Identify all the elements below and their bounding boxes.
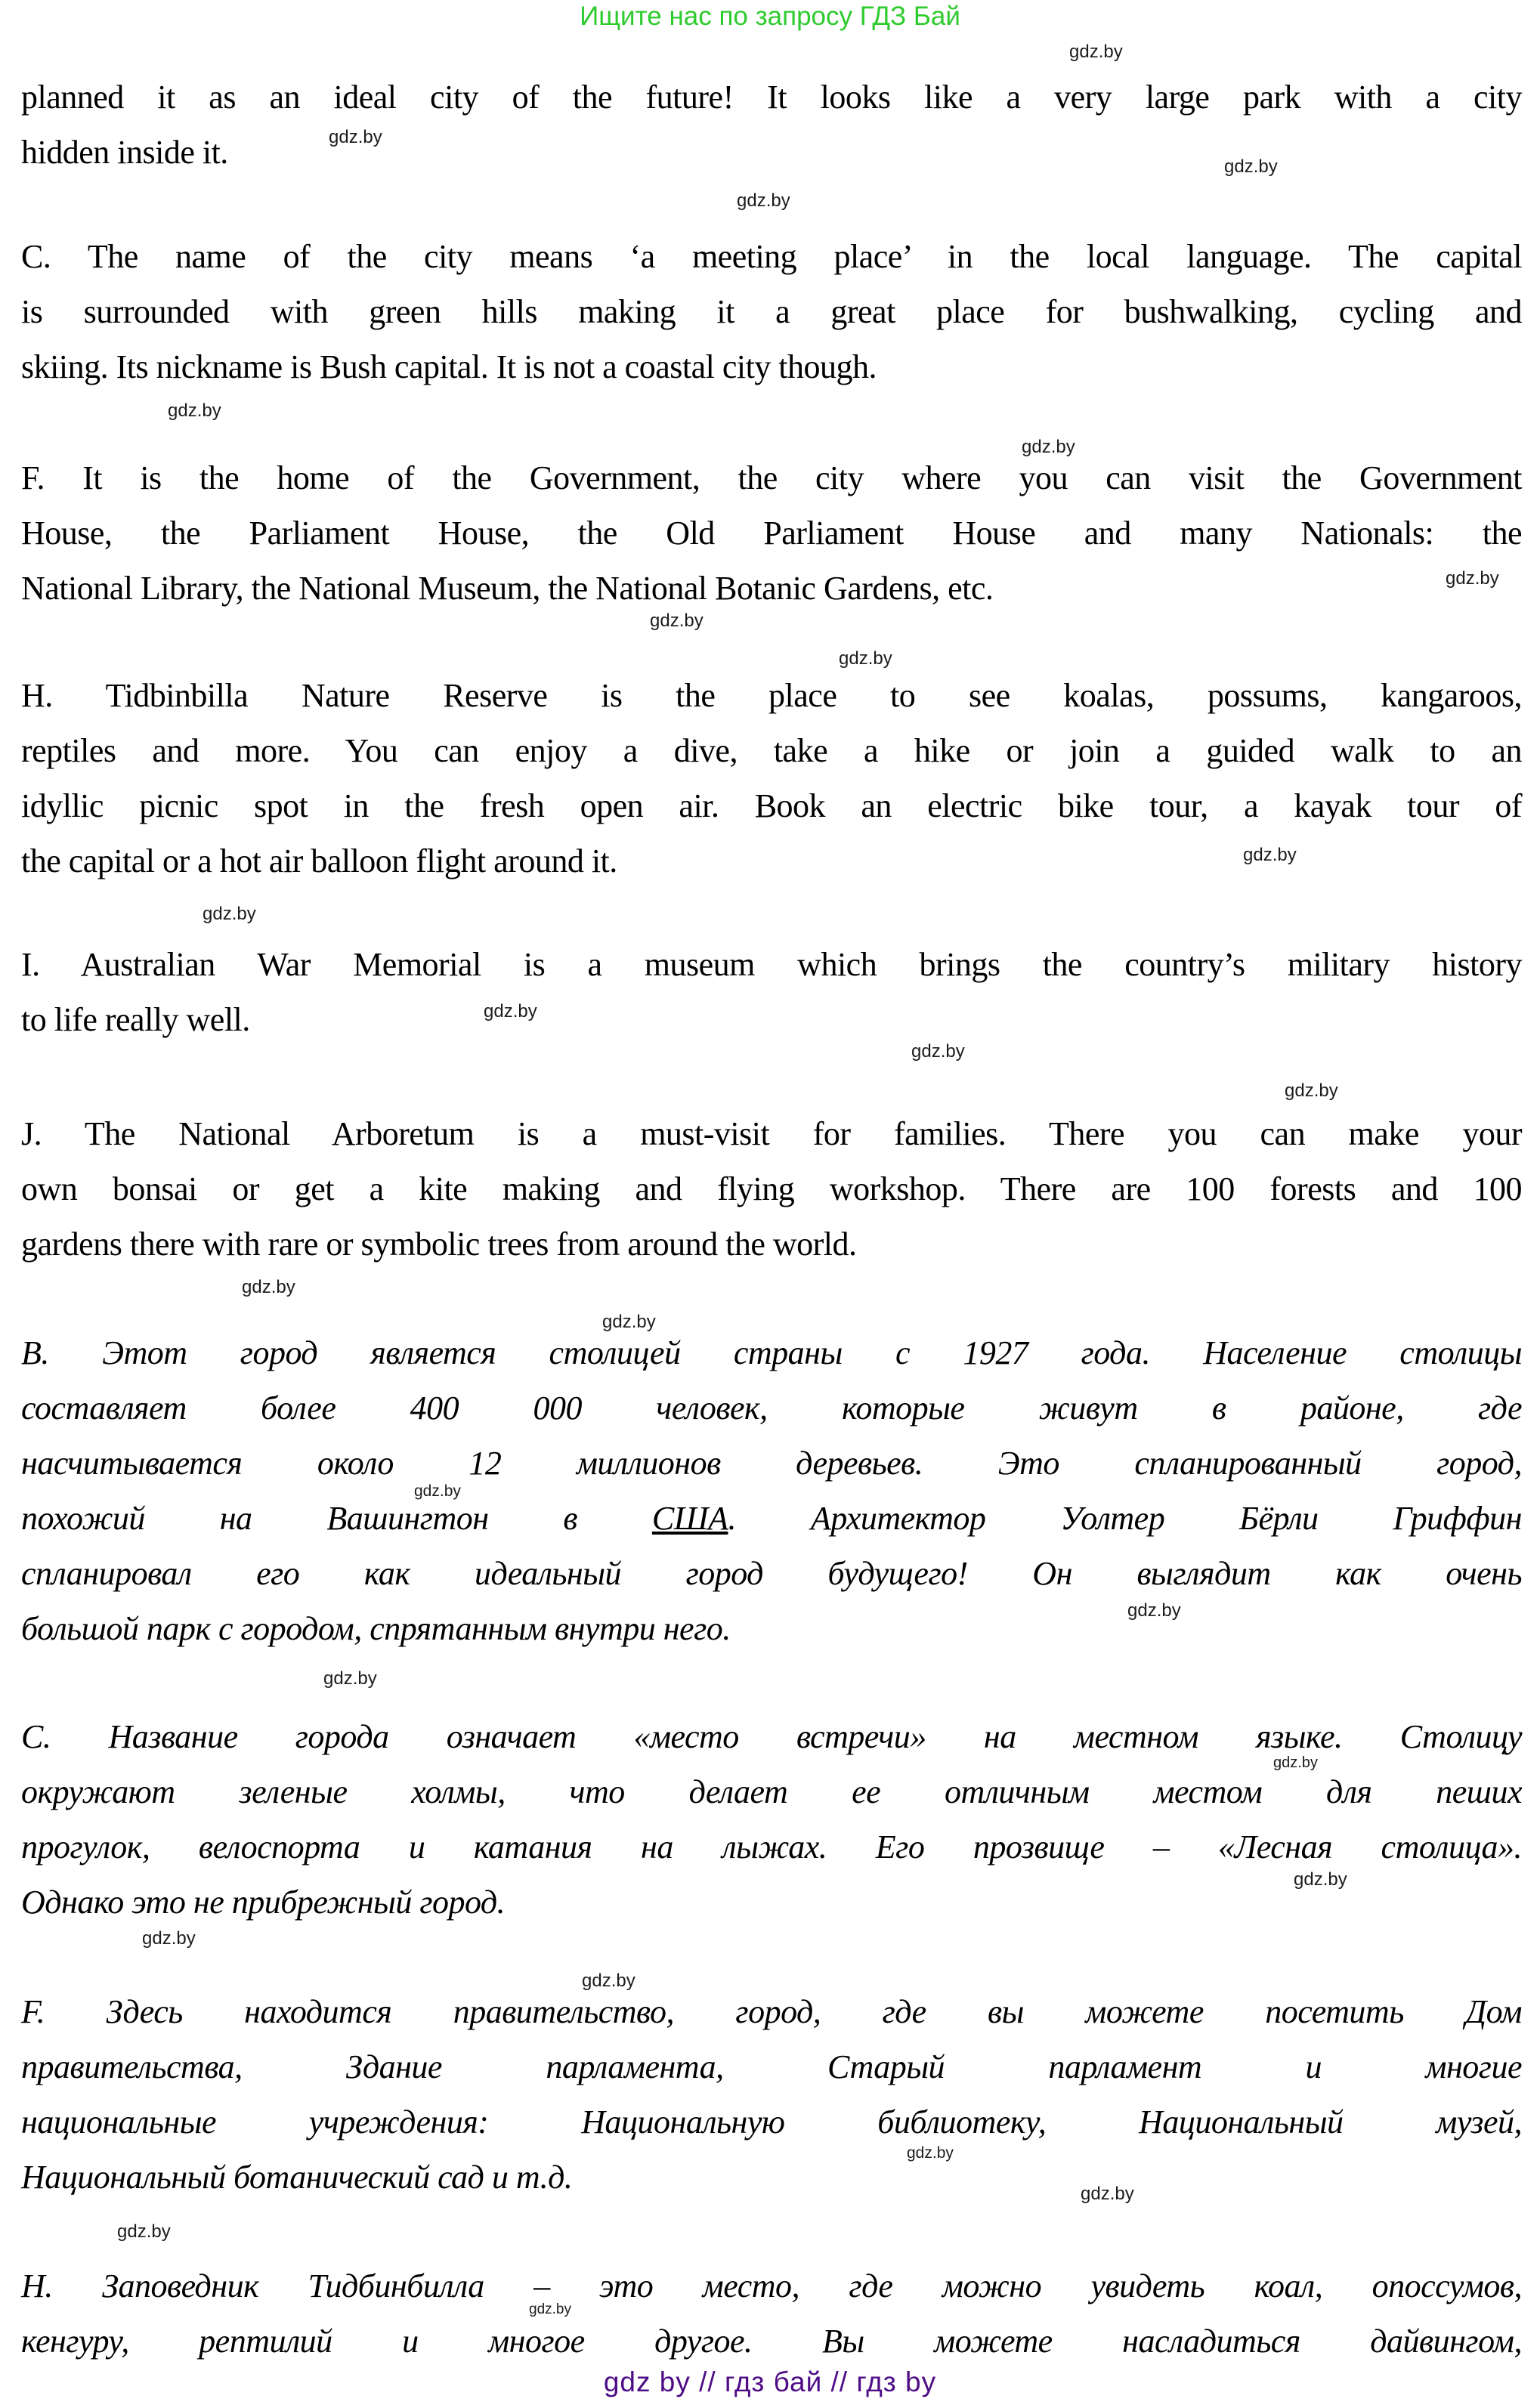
paragraph-c-en [21,229,1522,394]
underlined-text: США [651,1500,728,1537]
gdz-watermark: gdz.by [907,2144,954,2162]
text-segment: the capital or a hot air balloon flight around it. [21,842,617,879]
text-segment: gardens there with rare or symbolic trees from around the world. [21,1226,857,1263]
gdz-watermark: gdz.by [602,1312,656,1332]
paragraph-f-en [21,450,1522,616]
text-line [21,2094,1522,2150]
text-line [21,450,1522,505]
text-line [21,70,1522,125]
text-segment: правительства, Здание парламента, Старый парламент и многие [21,2048,1522,2085]
paragraph-c-ru [21,1709,1522,1930]
text-line [21,1819,1522,1875]
gdz-watermark: gdz.by [1022,437,1075,457]
text-line [21,1106,1522,1161]
text-segment: I. Australian War Memorial is a museum which brings the country’s military history [21,946,1522,983]
paragraph-h-en [21,668,1522,889]
gdz-watermark: gdz.by [1294,1869,1347,1890]
text-segment: is surrounded with green hills making it a great place for bushwalking, cycling and [21,293,1522,330]
text-line [21,125,1522,180]
gdz-watermark: gdz.by [1127,1600,1181,1621]
text-segment: кенгуру, рептилий и многое другое. Вы можете насладиться дайвингом, [21,2323,1522,2360]
gdz-watermark: gdz.by [242,1277,295,1297]
gdz-watermark: gdz.by [1081,2184,1134,2204]
text-segment: skiing. Its nickname is Bush capital. It is not a coastal city though. [21,348,877,385]
gdz-watermark: gdz.by [1243,845,1297,865]
gdz-watermark: gdz.by [1273,1754,1318,1771]
text-segment: . Архитектор Уолтер Бёрли Гриффин [728,1500,1522,1537]
text-line [21,723,1522,778]
gdz-watermark: gdz.by [117,2221,171,2242]
text-line [21,1216,1522,1272]
gdz-watermark: gdz.by [323,1668,377,1689]
text-segment: hidden inside it. [21,134,228,171]
gdz-watermark: gdz.by [329,127,382,147]
text-segment: насчитывается около 12 миллионов деревьев. Это спланированный город, [21,1445,1522,1482]
gdz-watermark: gdz.by [582,1971,635,1991]
text-segment: В. Этот город является столицей страны с 1927 года. Население столицы [21,1334,1522,1371]
text-segment: own bonsai or get a kite making and flying workshop. There are 100 forests and 100 [21,1170,1522,1207]
paragraph-b-ru [21,1325,1522,1656]
paragraph-i-en [21,937,1522,1047]
text-segment: J. The National Arboretum is a must-visit for families. There you can make your [21,1115,1522,1152]
text-segment: большой парк с городом, спрятанным внутри него. [21,1610,731,1647]
text-line [21,833,1522,889]
gdz-watermark: gdz.by [203,904,256,924]
text-line [21,2150,1522,2205]
text-line [21,229,1522,284]
text-line [21,1491,1522,1546]
text-line [21,992,1522,1047]
text-segment: F. It is the home of the Government, the city where you can visit the Government [21,459,1522,496]
gdz-watermark: gdz.by [484,1001,537,1022]
text-segment: прогулок, велоспорта и катания на лыжах. Его прозвище – «Лесная столица». [21,1828,1522,1866]
gdz-watermark: gdz.by [1446,568,1499,589]
paragraph-h-ru [21,2258,1522,2369]
gdz-watermark: gdz.by [911,1041,965,1062]
text-line [21,1601,1522,1656]
text-line [21,1546,1522,1601]
gdz-watermark: gdz.by [1285,1080,1338,1101]
text-segment: Национальный ботанический сад и т.д. [21,2159,573,2196]
text-line [21,668,1522,723]
text-line [21,1161,1522,1216]
text-line [21,339,1522,394]
text-line [21,561,1522,616]
text-segment: reptiles and more. You can enjoy a dive, take a hike or join a guided walk to an [21,732,1522,769]
footer-watermark: gdz by // гдз бай // гдз by [603,2366,937,2397]
gdz-watermark: gdz.by [414,1482,461,1500]
gdz-watermark: gdz.by [529,2301,571,2317]
text-segment: C. The name of the city means ‘a meeting place’ in the local language. The capital [21,238,1522,275]
text-line [21,1984,1522,2039]
text-line [21,284,1522,339]
gdz-watermark: gdz.by [839,648,892,669]
text-segment: национальные учреждения: Национальную библиотеку, Национальный музей, [21,2104,1522,2141]
gdz-watermark: gdz.by [650,611,704,631]
paragraph-f-ru [21,1984,1522,2205]
text-line [21,1325,1522,1380]
text-segment: House, the Parliament House, the Old Parliament House and many Nationals: the [21,515,1522,552]
text-line [21,505,1522,561]
text-line [21,1436,1522,1491]
text-line [21,937,1522,992]
text-segment: С. Название города означает «место встречи» на местном языке. Столицу [21,1718,1522,1755]
text-segment: to life really well. [21,1001,250,1038]
text-segment: спланировал его как идеальный город будущего! Он выглядит как очень [21,1555,1522,1592]
gdz-watermark: gdz.by [168,400,221,421]
text-segment: похожий на Вашингтон в [21,1500,652,1537]
text-segment: planned it as an ideal city of the future! It looks like a very large park with a city [21,79,1522,116]
text-segment: F. Здесь находится правительство, город, где вы можете посетить Дом [21,1993,1522,2030]
gdz-watermark: gdz.by [737,190,790,211]
text-segment: Однако это не прибрежный город. [21,1884,506,1921]
text-line [21,2258,1522,2314]
text-segment: National Library, the National Museum, the National Botanic Gardens, etc. [21,570,994,607]
text-line [21,778,1522,833]
text-segment: окружают зеленые холмы, что делает ее отличным местом для пеших [21,1773,1522,1810]
text-segment: idyllic picnic spot in the fresh open air. Book an electric bike tour, a kayak tour of [21,787,1522,824]
promo-header: Ищите нас по запросу ГДЗ Бай [580,2,960,31]
paragraph-intro-en [21,70,1522,180]
text-segment: H. Tidbinbilla Nature Reserve is the place to see koalas, possums, kangaroos, [21,677,1522,714]
text-line [21,1764,1522,1819]
text-segment: Н. Заповедник Тидбинбилла – это место, где можно увидеть коал, опоссумов, [21,2267,1522,2304]
gdz-watermark: gdz.by [142,1928,196,1949]
text-segment: составляет более 400 000 человек, которые живут в районе, где [21,1389,1522,1427]
text-line [21,2314,1522,2369]
text-line [21,2039,1522,2094]
gdz-watermark: gdz.by [1069,42,1123,62]
paragraph-j-en [21,1106,1522,1272]
text-line [21,1380,1522,1436]
gdz-watermark: gdz.by [1224,156,1278,177]
